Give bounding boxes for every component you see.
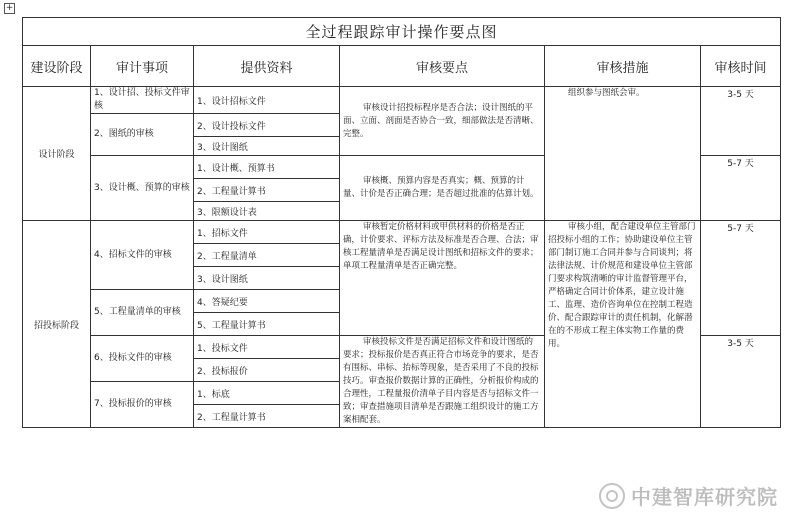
doc-5-2: 5、工程量计算书 [194, 313, 340, 336]
stage-bidding: 招投标阶段 [23, 221, 91, 428]
measure-bidding: 审核小组，配合建设单位主管部门招投标小组的工作；协助建设单位主管部门制订施工合同并参与合同谈判；将法律法规、计价规范和建设单位主管部门要求构筑清晰的审计监督管理平台，严格确定合同计价体系，建立设计施工、监理、造价咨询单位在控制工程造价、配合跟踪审计的责任机制，化解潜在的不形成工程主体实物工作量的费用。 [545, 221, 701, 428]
audit-item-5: 5、工程量清单的审核 [91, 290, 194, 336]
doc-1-1: 1、设计招标文件 [194, 87, 340, 114]
doc-4-2: 2、工程量清单 [194, 244, 340, 267]
time-design-1: 3-5 天 [701, 87, 781, 156]
header-stage: 建设阶段 [23, 46, 91, 87]
doc-3-3: 3、限额设计表 [194, 202, 340, 221]
doc-3-2: 2、工程量计算书 [194, 179, 340, 202]
time-bidding-1: 5-7 天 [701, 221, 781, 336]
point-design-2: 审核概、预算内容是否真实；概、预算的计量、计价是否正确合理；是否超过批准的估算计划。 [340, 156, 545, 221]
audit-item-4: 4、招标文件的审核 [91, 221, 194, 290]
doc-2-1: 2、设计投标文件 [194, 114, 340, 137]
audit-item-3: 3、设计概、预算的审核 [91, 156, 194, 221]
audit-item-7: 7、投标报价的审核 [91, 382, 194, 428]
audit-table [22, 17, 781, 428]
header-docs: 提供资料 [194, 46, 340, 87]
doc-7-2: 2、工程量计算书 [194, 405, 340, 428]
header-measures: 审核措施 [545, 46, 701, 87]
header-points: 审核要点 [340, 46, 545, 87]
table-anchor-icon[interactable]: + [5, 3, 14, 13]
doc-2-2: 3、设计图纸 [194, 137, 340, 156]
point-bidding-1: 审核暂定价格材料或甲供材料的价格是否正确，计价要求、评标方法及标准是否合理、合法；审核工程量清单是否满足设计图纸和招标文件的要求；单项工程量清单是否正确完整。 [340, 221, 545, 336]
wechat-icon [599, 483, 625, 509]
time-design-2: 5-7 天 [701, 156, 781, 221]
doc-4-1: 1、招标文件 [194, 221, 340, 244]
doc-3-1: 1、设计概、预算书 [194, 156, 340, 179]
stage-design: 设计阶段 [23, 87, 91, 221]
doc-5-1: 4、答疑纪要 [194, 290, 340, 313]
table-title: 全过程跟踪审计操作要点图 [23, 18, 781, 46]
doc-7-1: 1、标底 [194, 382, 340, 405]
measure-design: 组织参与图纸会审。 [545, 87, 701, 221]
time-bidding-2: 3-5 天 [701, 336, 781, 428]
point-bidding-2: 审核投标文件是否满足招标文件和设计图纸的要求；投标报价是否真正符合市场竞争的要求，是否有围标、串标、抬标等现象，是否采用了不良的投标技巧。审查报价数据计算的正确性，分析报价构成的合理性，工程量报价清单子目内容是否与招标文件一致；审查措施项目清单是否跟施工组织设计的施工方案相配套。 [340, 336, 545, 428]
doc-6-1: 1、投标文件 [194, 336, 340, 359]
watermark-text: 中建智库研究院 [631, 485, 778, 509]
doc-6-2: 2、投标报价 [194, 359, 340, 382]
header-item: 审计事项 [91, 46, 194, 87]
audit-item-1: 1、设计招、投标文件审核 [91, 87, 194, 114]
audit-item-2: 2、图纸的审核 [91, 114, 194, 156]
doc-4-3: 3、设计图纸 [194, 267, 340, 290]
audit-item-6: 6、投标文件的审核 [91, 336, 194, 382]
watermark [599, 481, 778, 510]
point-design-1: 审核设计招投标程序是否合法；设计图纸的平面、立面、剖面是否协合一致，细部做法是否清晰、完整。 [340, 87, 545, 156]
header-time: 审核时间 [701, 46, 781, 87]
